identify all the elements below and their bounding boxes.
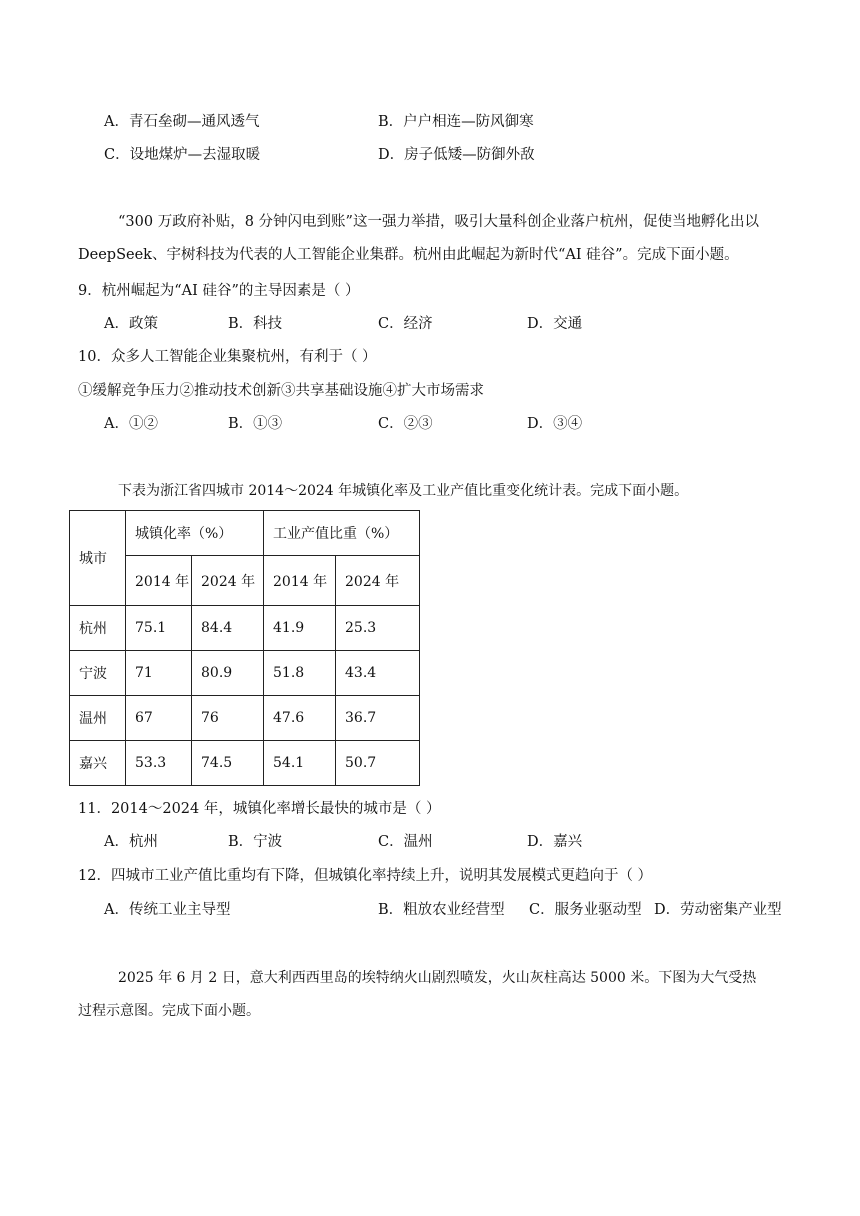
table-cell-city: 宁波 — [70, 651, 126, 696]
q8-option-c: C．设地煤炉—去湿取暖 — [104, 147, 261, 163]
table-cell: 80.9 — [192, 651, 264, 696]
q8-option-b: B．户户相连—防风御寒 — [378, 114, 534, 130]
q12-stem: 12．四城市工业产值比重均有下降，但城镇化率持续上升，说明其发展模式更趋向于（ ） — [78, 868, 653, 884]
q12-option-b: B．粗放农业经营型 — [378, 902, 505, 918]
table-cell: 67 — [126, 696, 192, 741]
table-cell: 54.1 — [264, 741, 336, 786]
table-cell: 36.7 — [336, 696, 420, 741]
passage-ai-line1: “300 万政府补贴，8 分钟闪电到账”这一强力举措，吸引大量科创企业落户杭州，促使当地孵化出以 — [118, 214, 759, 230]
q9-stem: 9．杭州崛起为“AI 硅谷”的主导因素是（ ） — [78, 283, 360, 299]
table-cell-city: 嘉兴 — [70, 741, 126, 786]
table-cell: 41.9 — [264, 606, 336, 651]
table-cell: 53.3 — [126, 741, 192, 786]
q11-option-b: B．宁波 — [228, 834, 283, 850]
q9-option-a: A．政策 — [104, 316, 158, 332]
table-row — [70, 741, 420, 786]
passage-ai-line2: DeepSeek、宇树科技为代表的人工智能企业集群。杭州由此崛起为新时代“AI 硅谷”。完成下面小题。 — [78, 247, 739, 263]
table-year-header: 2014 年 — [264, 556, 336, 606]
table-cell: 84.4 — [192, 606, 264, 651]
table-cell: 75.1 — [126, 606, 192, 651]
q12-option-a: A．传统工业主导型 — [104, 902, 231, 918]
table-year-header: 2014 年 — [126, 556, 192, 606]
table-cell: 43.4 — [336, 651, 420, 696]
table-cell: 71 — [126, 651, 192, 696]
table-cell: 74.5 — [192, 741, 264, 786]
urbanization-industry-table — [69, 510, 420, 786]
table-cell-city: 杭州 — [70, 606, 126, 651]
passage-volcano-line2: 过程示意图。完成下面小题。 — [78, 1003, 260, 1019]
q12-option-d: D．劳动密集产业型 — [654, 902, 782, 918]
q8-option-d: D．房子低矮—防御外敌 — [378, 147, 535, 163]
table-row — [70, 606, 420, 651]
table-header-urbanization: 城镇化率（%） — [126, 511, 264, 556]
table-header-city: 城市 — [70, 511, 126, 606]
passage-volcano-line1: 2025 年 6 月 2 日，意大利西西里岛的埃特纳火山剧烈喷发，火山灰柱高达 5000 米。下图为大气受热 — [118, 970, 757, 986]
table-cell: 51.8 — [264, 651, 336, 696]
table-row — [70, 651, 420, 696]
q10-option-c: C．②③ — [378, 416, 433, 432]
q11-stem: 11．2014～2024 年，城镇化率增长最快的城市是（ ） — [78, 801, 441, 817]
passage-table: 下表为浙江省四城市 2014～2024 年城镇化率及工业产值比重变化统计表。完成下面小题。 — [118, 483, 689, 499]
q10-items: ①缓解竞争压力②推动技术创新③共享基础设施④扩大市场需求 — [78, 383, 484, 399]
q9-option-c: C．经济 — [378, 316, 433, 332]
table-cell: 50.7 — [336, 741, 420, 786]
q8-option-a: A．青石垒砌—通风透气 — [104, 114, 260, 130]
q11-option-d: D．嘉兴 — [527, 834, 583, 850]
q9-option-b: B．科技 — [228, 316, 283, 332]
q10-option-a: A．①② — [104, 416, 158, 432]
q9-option-d: D．交通 — [527, 316, 583, 332]
q10-option-d: D．③④ — [527, 416, 583, 432]
q11-option-a: A．杭州 — [104, 834, 158, 850]
table-year-header: 2024 年 — [336, 556, 420, 606]
table-row — [70, 696, 420, 741]
table-year-header: 2024 年 — [192, 556, 264, 606]
q10-stem: 10．众多人工智能企业集聚杭州，有利于（ ） — [78, 349, 377, 365]
q12-option-c: C．服务业驱动型 — [529, 902, 642, 918]
q11-option-c: C．温州 — [378, 834, 433, 850]
table-cell-city: 温州 — [70, 696, 126, 741]
q10-option-b: B．①③ — [228, 416, 283, 432]
table-header-industry: 工业产值比重（%） — [264, 511, 420, 556]
table-cell: 25.3 — [336, 606, 420, 651]
table-cell: 47.6 — [264, 696, 336, 741]
table-cell: 76 — [192, 696, 264, 741]
